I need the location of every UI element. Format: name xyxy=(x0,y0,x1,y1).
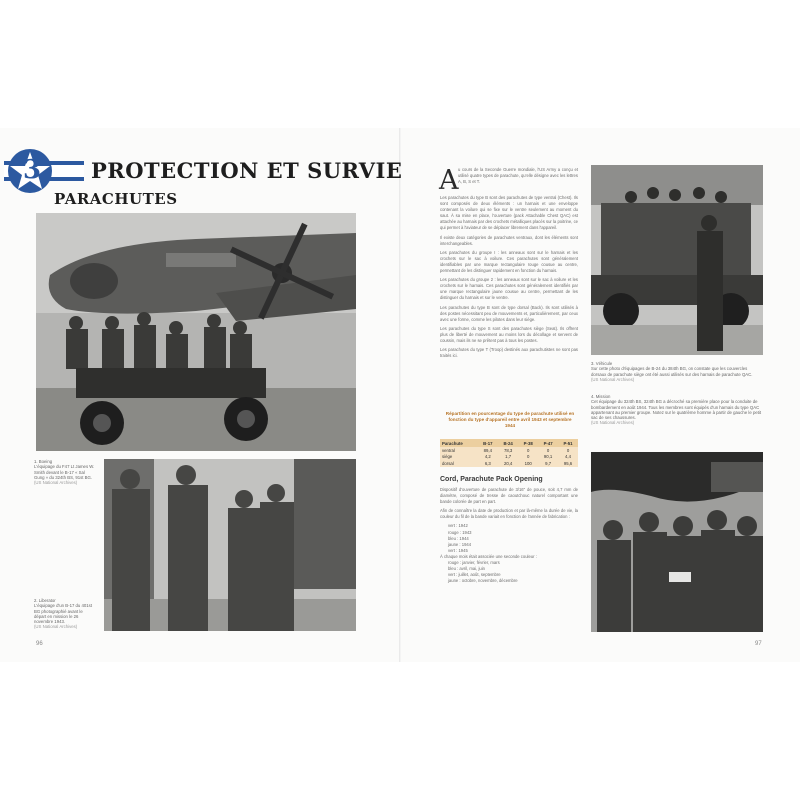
table-cell: 78,3 xyxy=(503,447,513,453)
section-title: Cord, Parachute Pack Opening xyxy=(440,476,543,483)
month-color-intro: À chaque mois était associée une seconde couleur : xyxy=(440,553,537,559)
table-header-cell: Parachute xyxy=(440,439,478,447)
table-header-cell: P-38 xyxy=(518,439,538,447)
table-cell: 4,2 xyxy=(484,454,491,460)
body-paragraph: Les parachutes du groupe I : les anneaux sont sur le harnais et les crochets sur le sac à voilure. Ces parachutes sont généralement identifiables par une marque rectangulaire rouge cousue au centre, permettant de les distinguer rapidement en fonction du harnais. xyxy=(440,249,578,274)
table-cell: ventral xyxy=(442,447,455,453)
body-paragraph: Les parachutes du type T (Troop) destinés aux parachutistes ne sont pas traités ici. xyxy=(440,347,578,359)
section-text-column xyxy=(440,487,578,584)
body-paragraph: Les parachutes du type B sont de type dorsal (Back). Ils sont utilisés à des postes nécessitant peu de mouvements et, particulièrement, par ceux avec une forme, comme les pilotes dans leur siège. xyxy=(440,304,578,322)
table-cell: 20,4 xyxy=(503,460,513,466)
table-cell: 89,4 xyxy=(483,447,493,453)
year-color-item: rouge : 1943 xyxy=(448,529,472,535)
photo-crew-briefing xyxy=(591,452,763,632)
photo-b17-crew xyxy=(36,213,356,451)
caption-title: 1. Boeing xyxy=(34,459,53,464)
chapter-badge xyxy=(4,147,84,195)
body-paragraph: Les parachutes du groupe 2 : les anneaux sont sur le sac à voilure et les crochets sur le harnais. Ces parachutes sont généralement identifiés par une marque rectangulaire jaune cousue au centre, permettant de les distinguer du harnais et sur le ventre. xyxy=(440,277,578,301)
table-cell: 9,7 xyxy=(545,460,552,466)
page-gutter xyxy=(399,128,401,662)
chapter-subtitle: PARACHUTES xyxy=(54,190,178,208)
photo-airmen xyxy=(104,459,356,631)
year-color-item: bleu : 1944 xyxy=(448,535,469,541)
body-paragraph: Les parachutes du type B sont des parachutes de type ventral (Chest). Ils sont composés de deux éléments : un harnais et une enveloppe contenant la voilure qui se fixe sur le ventre seulement au moment du saut. À sa mise en place, l'ouverture (pack Attachable Chest QAC) est attachée au harnais par des crochets métalliques placés sur la poitrine, ce qui permet à l'aviateur de se déplacer librement dans l'appareil. xyxy=(440,195,578,231)
section-paragraph: Dispositif d'ouverture de parachute de 3/16" de pouce, soit 4,7 mm de diamètre, composé de tresse de caoutchouc naturel comportant une bande colorée de part en part. xyxy=(440,487,578,505)
body-paragraph: Il existe deux catégories de parachutes ventraux, dont les éléments sont interchangeables. xyxy=(440,234,578,246)
table-cell: 0 xyxy=(527,447,530,453)
table-row xyxy=(440,460,578,467)
roundel-icon xyxy=(4,147,84,195)
month-color-item: vert : juillet, août, septembre xyxy=(448,572,501,578)
table-cell: 100 xyxy=(524,460,532,466)
table-cell: siège xyxy=(442,454,453,460)
table-header-cell: B-24 xyxy=(498,439,518,447)
table-cell: 0 xyxy=(527,454,530,460)
table-cell: 0 xyxy=(546,447,550,453)
caption-credit: (US National Archives) xyxy=(34,480,78,486)
table-row xyxy=(440,447,578,454)
table-cell: 1,7 xyxy=(505,454,512,460)
table-header-cell: B-17 xyxy=(478,439,498,447)
table-title: Répartition en pourcentage du type de parachute utilisé en fonction du type d'appareil entre avril 1943 et septembre 1944 xyxy=(445,411,575,428)
table-cell: 6,3 xyxy=(484,460,491,466)
table-cell: 95,6 xyxy=(563,460,573,466)
table-cell: 4,4 xyxy=(565,454,572,460)
year-color-item: jaune : 1944 xyxy=(448,541,472,547)
photo-truck-crew xyxy=(591,165,763,355)
intro-text: u cours de la Seconde Guerre mondiale, l'US Army a conçu et utilisé quatre types de parachute, qu'elle désigne avec les lettres A, B, S et T. xyxy=(458,167,578,185)
intro-paragraph xyxy=(458,167,578,185)
caption-photo-2 xyxy=(34,598,96,630)
month-color-item: rouge : janvier, février, mars xyxy=(448,560,500,566)
section-paragraph: Afin de connaître la date de production et par là-même la durée de vie, la couleur du fil de la bande variait en fonction de l'année de fabrication : xyxy=(440,508,578,520)
caption-credit: (US National Archives) xyxy=(591,376,635,382)
caption-text: L'équipage du F47 Lt James W. Smith devant le B-17 « Sal Gung » du 324th BS, 91st BG. xyxy=(34,464,95,480)
caption-credit: (US National Archives) xyxy=(34,624,78,630)
chapter-title: PROTECTION ET SURVIE xyxy=(91,158,403,183)
caption-photo-3 xyxy=(591,361,763,382)
caption-text: Cet équipage du 324th BS, 324th BG a décroché sa première place pour la conduite de bombardement en août 1944. Tous les membres sont équipés d'un harnais du type QAC appartenant au premier groupe. Notez sur le quatrième homme à partir de gauche le petit sac de ses chaussures. xyxy=(591,399,762,421)
table-header-cell: P-51 xyxy=(558,439,578,447)
month-color-item: bleu : avril, mai, juin xyxy=(448,566,486,572)
body-text-column xyxy=(440,195,578,362)
year-color-item: vert : 1942 xyxy=(448,523,468,529)
parachute-table xyxy=(440,439,578,467)
caption-credit: (US National Archives) xyxy=(591,420,635,426)
body-paragraph: Les parachutes du type S sont des parachutes siège (Seat). Ils offrent plus de liberté de mouvement au moins lors du décollage et servent de coussin, mais ils ne se prêtent pas à tous les postes. xyxy=(440,325,578,343)
chapter-number: 3 xyxy=(23,155,42,185)
table-header-row xyxy=(440,439,578,447)
drop-cap: A xyxy=(439,165,459,196)
folio-left: 96 xyxy=(36,641,43,647)
caption-title: 2. Liberator xyxy=(34,598,56,603)
table-header-cell: P-47 xyxy=(538,439,558,447)
caption-photo-4 xyxy=(591,394,763,426)
table-cell: dorsal xyxy=(442,460,454,466)
table-cell: 90,1 xyxy=(543,454,553,460)
caption-title: 3. Véhicule xyxy=(591,361,613,366)
folio-right: 97 xyxy=(755,641,762,647)
table-cell: 0 xyxy=(566,447,570,453)
caption-text: Sur cette photo d'équipages de B-24 du 384th BG, on constate que les couvercles dorsaux de parachute siège ont été aussi utilisés sur des harnais de parachute QAC. xyxy=(591,366,753,377)
year-color-item: vert : 1945 xyxy=(448,547,468,553)
month-color-item: jaune : octobre, novembre, décembre xyxy=(448,578,518,584)
table-row xyxy=(440,454,578,461)
caption-text: L'équipage d'un B-17 du 401st BG photographié avant le départ en mission le 26 novembre 1943. xyxy=(34,603,93,625)
caption-photo-1 xyxy=(34,459,96,485)
caption-title: 4. Mission xyxy=(591,394,611,399)
